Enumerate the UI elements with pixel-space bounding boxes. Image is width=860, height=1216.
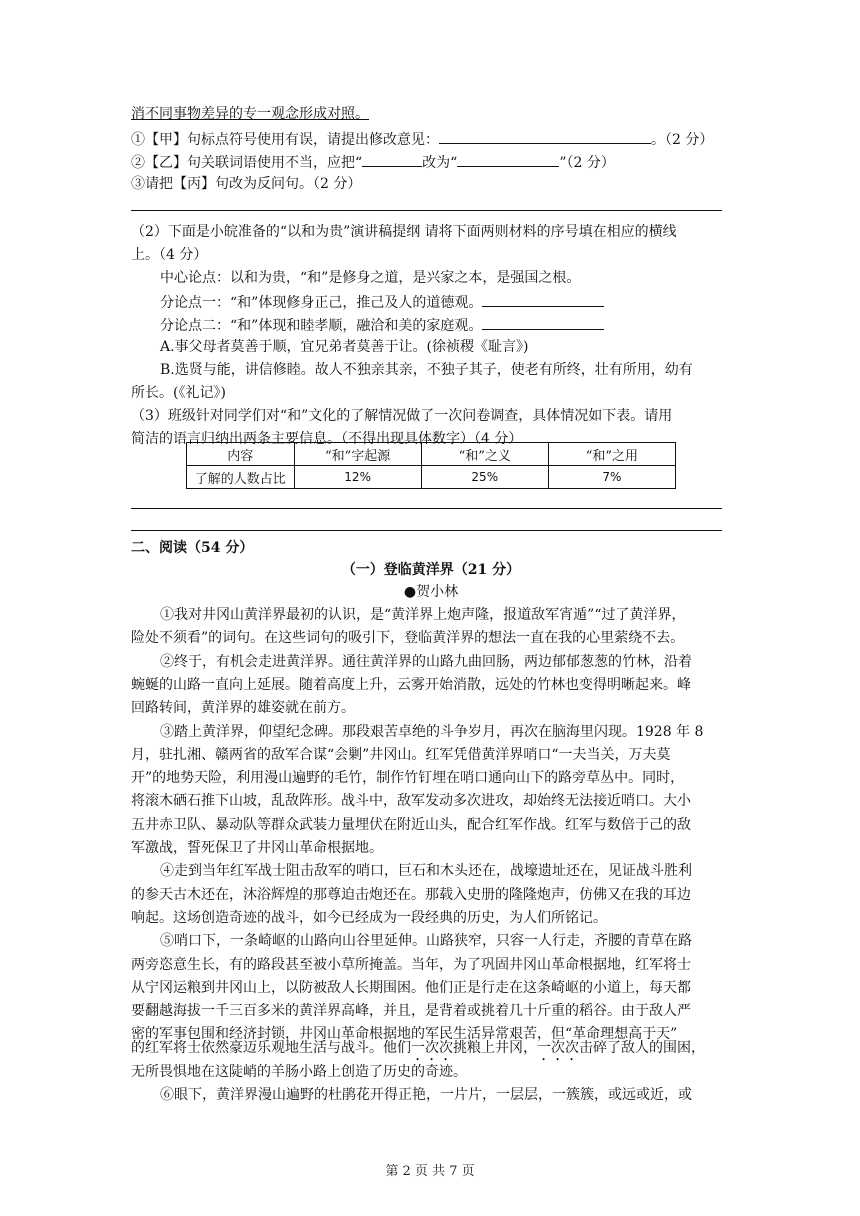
article-author: ●贺小林 [403, 584, 459, 600]
answer-blank-point1[interactable] [482, 291, 604, 307]
continued-text: 消不同事物差异的专一观念形成对照。 [131, 106, 369, 122]
section-heading: 二、阅读（54 分） [131, 540, 254, 556]
article-line: 军激战，誓死保卫了井冈山革命根据地。 [131, 840, 383, 856]
answer-line[interactable] [131, 508, 722, 509]
question-3: ③请把【丙】句改为反问句。（2 分） [131, 176, 362, 192]
article-line: 五井赤卫队、暴动队等群众武装力量埋伏在附近山头，配合红军作战。红军与数倍于己的敌 [131, 817, 691, 833]
article-title: （一）登临黄洋界（21 分） [341, 562, 521, 578]
article-line: ②终于，有机会走进黄洋界。通往黄洋界的山路九曲回肠，两边郁郁葱葱的竹林，沿着 [160, 654, 692, 670]
question-1 [131, 128, 731, 151]
table-header-row [187, 443, 676, 466]
emphasized-text: 一次次 [537, 1040, 579, 1056]
part3-prompt-line1: （3）班级针对同学们对“和”文化的了解情况做了一次问卷调查，具体情况如下表。请用 [131, 408, 673, 424]
article-line: 将滚木硒石推下山坡，乱敌阵形。战斗中，敌军发动多次进攻，却始终无法接近哨口。大小 [131, 793, 691, 809]
table-header: “和”字起源 [294, 443, 421, 466]
answer-blank-2a[interactable] [362, 151, 422, 167]
emphasized-text: 一次次 [411, 1040, 453, 1056]
article-text: 的红军将士依然豪迈乐观地生活与战斗。他们 [131, 1040, 411, 1056]
table-header: “和”之用 [548, 443, 675, 466]
table-header: 内容 [187, 443, 295, 466]
article-line: 的参天古木还在，沐浴辉煌的那尊迫击炮还在。那载入史册的隆隆炮声，仿佛又在我的耳边 [131, 887, 691, 903]
question-1-score: 。（2 分） [651, 132, 714, 148]
article-line: 蜿蜒的山路一直向上延展。随着高度上升，云雾开始消散，远处的竹林也变得明晰起来。峰 [131, 677, 691, 693]
central-thesis: 中心论点：以和为贵，“和”是修身之道，是兴家之本，是强国之根。 [160, 270, 581, 286]
article-line: 月，驻扎湘、赣两省的敌军合谋“会剿”井冈山。红军凭借黄洋界哨口“一夫当关，万夫莫 [131, 747, 671, 763]
answer-blank-point2[interactable] [482, 314, 604, 330]
article-line: 从宁冈运粮到井冈山上，以防被敌人长期围困。他们正是行走在这条崎岖的小道上，每天都 [131, 980, 691, 996]
sub-point-1-text: 分论点一：“和”体现修身正己，推己及人的道德观。 [160, 295, 483, 311]
answer-blank-1[interactable] [439, 128, 651, 144]
part2-prompt-line2: 上。（4 分） [131, 247, 208, 263]
table-header: “和”之义 [421, 443, 548, 466]
article-line: 无所畏惧地在这陡峭的羊肠小路上创造了历史的奇迹。 [131, 1064, 467, 1080]
article-line: ①我对井冈山黄洋界最初的认识，是“黄洋界上炮声隆，报道敌军宵遁”“过了黄洋界， [160, 607, 686, 623]
survey-table [186, 442, 676, 489]
article-line: ⑥眼下，黄洋界漫山遍野的杜鹃花开得正艳，一片片，一层层，一簇簇，或远或近，或 [160, 1087, 692, 1103]
sub-point-1 [160, 291, 731, 314]
article-text: 击碎了敌人的围困， [579, 1040, 705, 1056]
table-row [187, 466, 676, 489]
article-line: ⑤哨口下，一条崎岖的山路向山谷里延伸。山路狭窄，只容一人行走，齐腰的青草在路 [160, 933, 692, 949]
answer-line[interactable] [131, 530, 722, 531]
article-line: 两旁恣意生长，有的路段甚至被小草所掩盖。当年，为了巩固井冈山革命根据地，红军将士 [131, 957, 691, 973]
table-cell: 7% [548, 466, 675, 489]
article-line: 响起。这场创造奇迹的战斗，如今已经成为一段经典的历史，为人们所铭记。 [131, 910, 607, 926]
table-cell: 12% [294, 466, 421, 489]
part3-prompt-line2: 简洁的语言归纳出两条主要信息。（不得出现具体数字）（4 分） [131, 431, 523, 447]
sub-point-2-text: 分论点二：“和”体现和睦孝顺，融洽和美的家庭观。 [160, 318, 483, 334]
article-line: 回路转间，黄洋界的雄姿就在前方。 [131, 700, 355, 716]
table-row-label: 了解的人数占比 [187, 466, 295, 489]
article-line: 要翻越海拔一千三百多米的黄洋界高峰，并且，是背着或挑着几十斤重的稻谷。由于敌人严 [131, 1003, 691, 1019]
article-text: 挑粮上井冈， [453, 1040, 537, 1056]
material-b-line1: B.选贤与能，讲信修睦。故人不独亲其亲，不独子其子，使老有所终，壮有所用，幼有 [160, 362, 693, 378]
article-line: 险处不须看”的词句。在这些词句的吸引下，登临黄洋界的想法一直在我的心里萦绕不去。 [131, 630, 685, 646]
article-line [131, 1038, 731, 1064]
table-cell: 25% [421, 466, 548, 489]
article-line: 密的军事包围和经济封锁，井冈山革命根据地的军民生活异常艰苦，但“革命理想高于天” [131, 1026, 678, 1042]
article-line: ④走到当年红军战士阻击敌军的哨口，巨石和木头还在，战壕遗址还在，见证战斗胜利 [160, 863, 692, 879]
part2-prompt-line1: （2）下面是小皖准备的“以和为贵”演讲稿提纲 请将下面两则材料的序号填在相应的横线 [131, 224, 677, 240]
article-line: ③踏上黄洋界，仰望纪念碑。那段艰苦卓绝的斗争岁月，再次在脑海里闪现。1928 年 8 [160, 724, 704, 740]
material-b-line2: 所长。(《礼记》) [131, 385, 226, 401]
answer-blank-2b[interactable] [457, 151, 559, 167]
article-line: 开”的地势天险，利用漫山遍野的毛竹，制作竹钉埋在哨口通向山下的路旁草丛中。同时， [131, 770, 685, 786]
page-footer: 第 2 页 共 7 页 [385, 1164, 475, 1179]
question-2-text-b: 改为“ [422, 155, 458, 171]
question-2-text-c: ”（2 分） [559, 155, 615, 171]
answer-line[interactable] [131, 210, 722, 211]
question-1-text: ①【甲】句标点符号使用有误，请提出修改意见： [131, 132, 439, 148]
sub-point-2 [160, 314, 731, 337]
question-2-text-a: ②【乙】句关联词语使用不当，应把“ [131, 155, 363, 171]
material-a: A.事父母者莫善于顺，宜兄弟者莫善于让。(徐祯稷《耻言》) [160, 339, 529, 355]
question-2 [131, 151, 731, 174]
